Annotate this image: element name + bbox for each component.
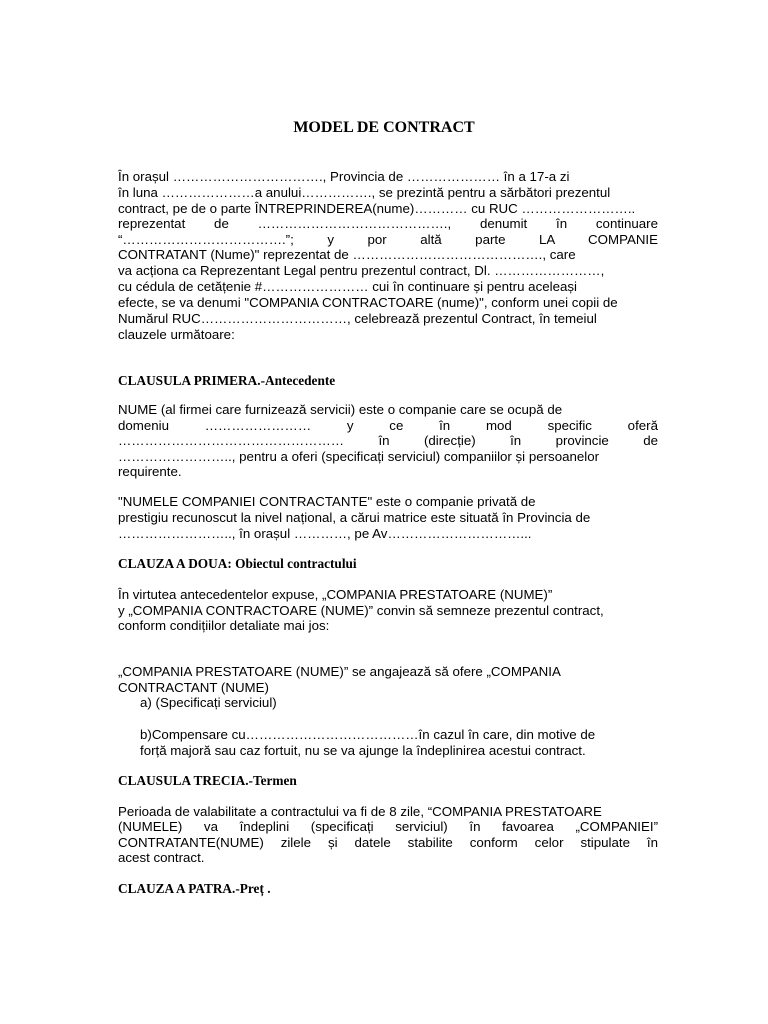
intro-line: “……………………………….”; y por altă parte LA COMPANIE xyxy=(118,232,658,247)
intro-line: CONTRATANT (Nume)" reprezentat de ……………………………………., care xyxy=(118,247,576,262)
intro-line: cu cédula de cetățenie #…………………… cui în continuare și pentru aceleași xyxy=(118,279,577,294)
intro-line: În orașul ……………………………., Provincia de ………………… în a 17-a zi xyxy=(118,169,570,184)
clause-heading: CLAUZA A PATRA.-Preț . xyxy=(118,881,271,896)
clause-line: „COMPANIA PRESTATOARE (NUME)” se angajează să ofere „COMPANIA xyxy=(118,664,561,679)
document-title: MODEL DE CONTRACT xyxy=(293,119,475,136)
clause-line: …………………….., în orașul …………, pe Av…………………………... xyxy=(118,526,532,541)
clause-line: …………………….., pentru a oferi (specificați serviciul) companiilor și persoanelor xyxy=(118,449,600,464)
clause-line: acest contract. xyxy=(118,850,205,865)
clause-line: Perioada de valabilitate a contractului va fi de 8 zile, “COMPANIA PRESTATOARE xyxy=(118,804,602,819)
intro-line: contract, pe de o parte ÎNTREPRINDEREA(nume)………… cu RUC …………………….. xyxy=(118,201,636,216)
clause-item: b)Compensare cu…………………………………în cazul în care, din motive de xyxy=(140,727,596,742)
intro-line: în luna …………………a anului……………., se prezintă pentru a sărbători prezentul xyxy=(118,185,611,200)
clause-line: y „COMPANIA CONTRACTOARE (NUME)” convin să semneze prezentul contract, xyxy=(118,603,604,618)
intro-line: clauzele următoare: xyxy=(118,327,235,342)
clause-line: prestigiu recunoscut la nivel național, a cărui matrice este situată în Provincia de xyxy=(118,510,591,525)
clause-line: CONTRATANTE(NUME) zilele și datele stabilite conform celor stipulate în xyxy=(118,835,658,850)
clause-line: domeniu …………………… y ce în mod specific oferă xyxy=(118,418,658,433)
intro-line: reprezentat de ……………………………………., denumit în continuare xyxy=(118,216,658,231)
clause-line: "NUMELE COMPANIEI CONTRACTANTE" este o companie privată de xyxy=(118,494,536,509)
intro-line: efecte, se va denumi "COMPANIA CONTRACTOARE (nume)", conform unei copii de xyxy=(118,295,618,310)
clause-heading: CLAUZA A DOUA: Obiectul contractului xyxy=(118,556,357,571)
clause-line: CONTRACTANT (NUME) xyxy=(118,680,269,695)
clause-line: …………………………………………… în (direcție) în provincie de xyxy=(118,433,658,448)
clause-line: În virtutea antecedentelor expuse, „COMPANIA PRESTATOARE (NUME)” xyxy=(118,587,553,602)
intro-line: Numărul RUC……………………………, celebrează prezentul Contract, în temeiul xyxy=(118,311,597,326)
clause-item: forță majoră sau caz fortuit, nu se va ajunge la îndeplinirea acestui contract. xyxy=(140,743,586,758)
clause-item: a) (Specificați serviciul) xyxy=(140,695,277,710)
intro-line: va acționa ca Reprezentant Legal pentru prezentul contract, Dl. ……………………, xyxy=(118,263,605,278)
clause-line: (NUMELE) va îndeplini (specificați serviciul) în favoarea „COMPANIEI” xyxy=(118,819,658,834)
clause-line: NUME (al firmei care furnizează servicii) este o companie care se ocupă de xyxy=(118,402,563,417)
clause-line: requirente. xyxy=(118,464,182,479)
clause-heading: CLAUSULA TRECIA.-Termen xyxy=(118,773,297,788)
clause-heading: CLAUSULA PRIMERA.-Antecedente xyxy=(118,373,336,388)
clause-line: conform condițiilor detaliate mai jos: xyxy=(118,618,330,633)
